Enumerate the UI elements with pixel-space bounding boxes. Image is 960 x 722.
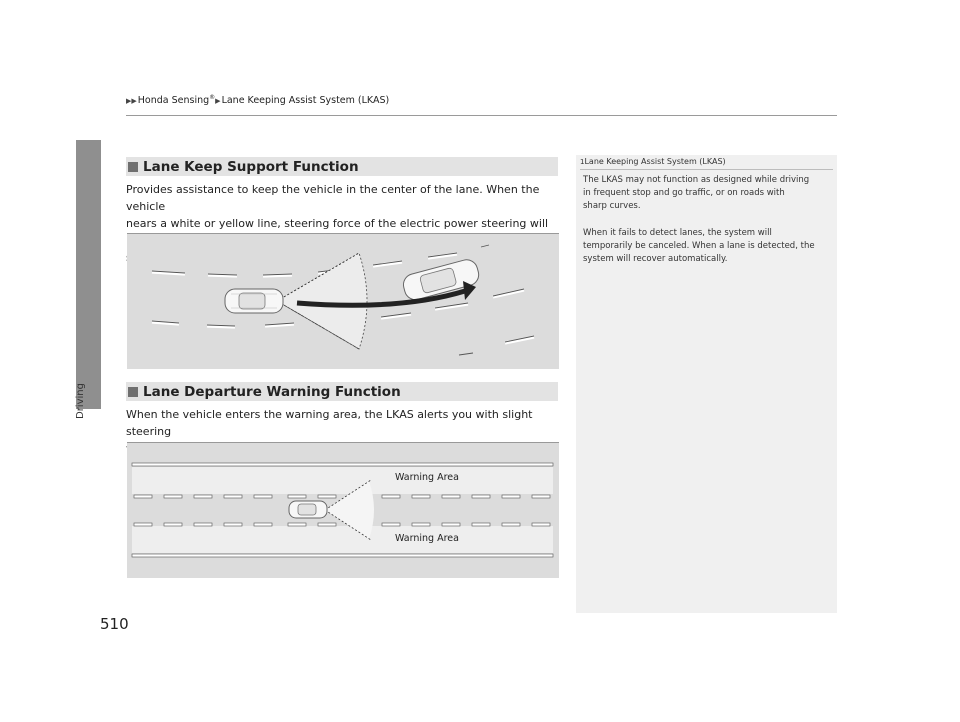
warning-area-label-top: Warning Area — [395, 472, 459, 483]
section-heading-text: Lane Departure Warning Function — [143, 383, 401, 400]
body-line: nears a white or yellow line, steering force of the electric power steering will — [126, 217, 549, 230]
note-line: temporarily be canceled. When a lane is detected, the — [583, 241, 815, 251]
note-line: When it fails to detect lanes, the system will — [583, 228, 772, 238]
warning-area-label-bottom: Warning Area — [395, 533, 459, 544]
breadcrumb-item-lkas[interactable]: Lane Keeping Assist System (LKAS) — [221, 95, 390, 107]
square-bullet-icon — [128, 387, 138, 397]
header-divider — [126, 115, 837, 116]
triangle-icon: ▶▶ — [126, 97, 137, 106]
note-paragraph-1 — [583, 174, 831, 213]
chapter-tab — [76, 140, 101, 409]
reference-icon: 1 — [580, 158, 585, 166]
note-title — [580, 157, 726, 166]
note-title-text[interactable]: Lane Keeping Assist System (LKAS) — [584, 157, 726, 166]
square-bullet-icon — [128, 162, 138, 172]
breadcrumb — [126, 94, 389, 106]
page-number: 510 — [100, 615, 129, 633]
section-heading-text: Lane Keep Support Function — [143, 158, 359, 175]
note-line: sharp curves. — [583, 201, 641, 211]
lane-departure-illustration — [127, 442, 559, 578]
body-line: Provides assistance to keep the vehicle in the center of the lane. When the vehicle — [126, 183, 540, 213]
note-line: system will recover automatically. — [583, 254, 728, 264]
registered-mark: ® — [209, 94, 216, 101]
section-heading-lane-departure — [126, 382, 558, 401]
breadcrumb-item-honda-sensing[interactable]: Honda Sensing — [137, 95, 210, 107]
triangle-icon: ▶ — [215, 97, 221, 106]
note-divider — [580, 169, 833, 170]
body-line: When the vehicle enters the warning area, the LKAS alerts you with slight steering — [126, 408, 533, 438]
note-line: in frequent stop and go traffic, or on roads with — [583, 188, 785, 198]
lane-keep-illustration — [127, 233, 559, 369]
note-line: The LKAS may not function as designed while driving — [583, 175, 810, 185]
note-box — [576, 155, 837, 613]
chapter-label: Driving — [75, 383, 86, 419]
note-paragraph-2 — [583, 227, 831, 266]
section-heading-lane-keep — [126, 157, 558, 176]
